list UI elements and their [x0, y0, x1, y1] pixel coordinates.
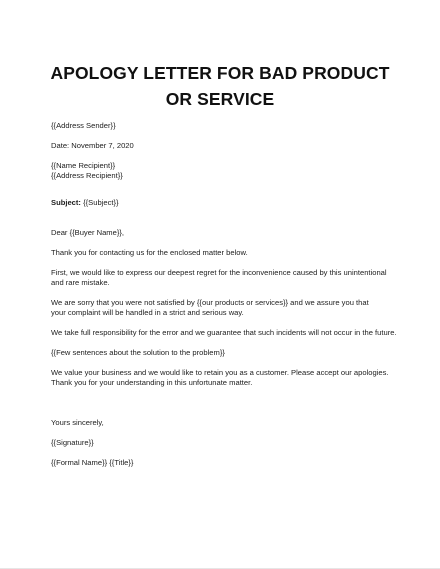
letter-date: Date: November 7, 2020: [51, 141, 134, 150]
formal-name-title: {{Formal Name}} {{Title}}: [51, 458, 134, 467]
letter-title: APOLOGY LETTER FOR BAD PRODUCT OR SERVICE: [50, 63, 390, 109]
address-sender: {{Address Sender}}: [51, 121, 116, 130]
subject-label: Subject:: [51, 198, 81, 207]
paragraph: We take full responsibility for the error and we guarantee that such incidents will not occur in the future.: [51, 328, 397, 337]
subject-value: {{Subject}}: [80, 198, 119, 207]
paragraph: Thank you for your understanding in this unfortunate matter.: [51, 378, 253, 387]
name-recipient: {{Name Recipient}}: [51, 161, 116, 170]
paragraph: {{Few sentences about the solution to the problem}}: [51, 348, 225, 357]
signature: {{Signature}}: [51, 438, 94, 447]
subject-line: [51, 198, 392, 208]
paragraph: Thank you for contacting us for the enclosed matter below.: [51, 248, 248, 257]
closing: Yours sincerely,: [51, 418, 104, 427]
paragraph: We value your business and we would like to retain you as a customer. Please accept our apologies.: [51, 368, 389, 377]
paragraph: We are sorry that you were not satisfied by {{our products or services}} and we assure you that your complaint will be handled in a strict and serious way.: [51, 298, 369, 317]
address-recipient: {{Address Recipient}}: [51, 171, 123, 180]
paragraph: First, we would like to express our deepest regret for the inconvenience caused by this unintentional and rare mistake.: [51, 268, 387, 287]
salutation: Dear {{Buyer Name}},: [51, 228, 125, 237]
